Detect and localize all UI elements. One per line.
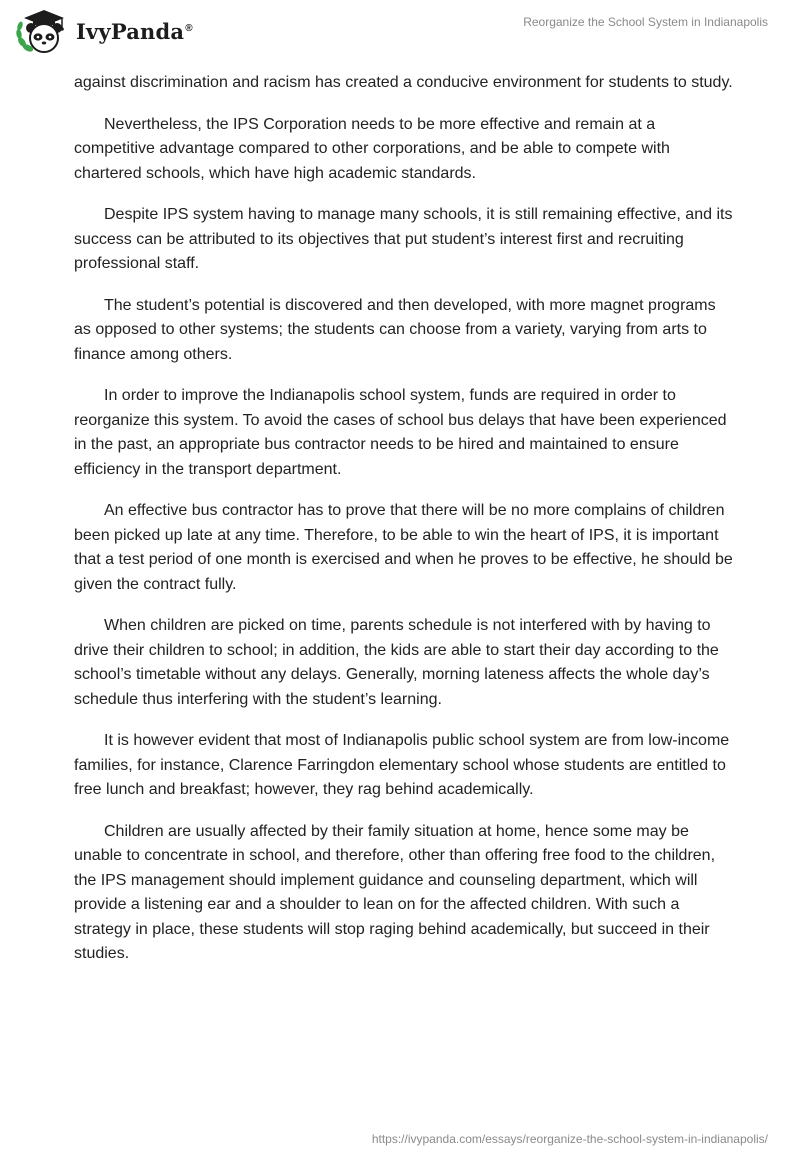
paragraph: Children are usually affected by their family situation at home, hence some may be unable to concentrate in school, and therefore, other than offering free food to the children, the IPS management should implement guidance and counseling department, which will provide a listening ear and a shoulder to lean on for the affected children. With such a strategy in place, these students will stop raging behind academically, but succeed in their studies. [74, 822, 716, 962]
paragraph: In order to improve the Indianapolis school system, funds are required in order to reorganize this system. To avoid the cases of school bus delays that have been experienced in the past, an appropriate bus contractor needs to be hired and maintained to ensure efficiency in the transport department. [74, 387, 727, 478]
paragraph: It is however evident that most of Indianapolis public school system are from low-income families, for instance, Clarence Farringdon elementary school whose students are entitled to free lunch and breakfast; however, they rag behind academically. [74, 732, 730, 798]
registered-mark: ® [185, 22, 193, 34]
essay-body [74, 71, 734, 984]
source-url[interactable]: https://ivypanda.com/essays/reorganize-the-school-system-in-indianapolis/ [371, 1132, 768, 1146]
paragraph: When children are picked on time, parents schedule is not interfered with by having to drive their children to school; in addition, the kids are able to start their day according to the school’s timetable without any delays. Generally, morning lateness affects the whole day’s schedule thus interfering with the student’s learning. [74, 617, 719, 708]
paragraph: The student’s potential is discovered and then developed, with more magnet programs as opposed to other systems; the students can choose from a variety, varying from arts to finance among others. [74, 296, 716, 363]
paragraph: against discrimination and racism has created a conducive environment for students to study. [74, 74, 733, 91]
paragraph: Despite IPS system having to manage many schools, it is still remaining effective, and its success can be attributed to its objectives that put student’s interest first and recruiting professional staff. [74, 206, 733, 272]
ivypanda-logo[interactable] [14, 8, 193, 56]
paragraph: Nevertheless, the IPS Corporation needs to be more effective and remain at a competitive advantage compared to other corporations, and be able to compete with chartered schools, which have high academic standards. [74, 115, 670, 182]
paragraph: An effective bus contractor has to prove that there will be no more complains of children been picked up late at any time. Therefore, to be able to win the heart of IPS, it is important that a test period of one month is exercised and when he proves to be effective, he should be given the contract fully. [74, 502, 733, 593]
brand-name-text: IvyPanda [76, 18, 185, 44]
panda-graduate-icon [14, 8, 70, 56]
page-header [0, 0, 800, 70]
document-title: Reorganize the School System in Indianapolis [523, 15, 768, 29]
brand-name [76, 19, 193, 44]
